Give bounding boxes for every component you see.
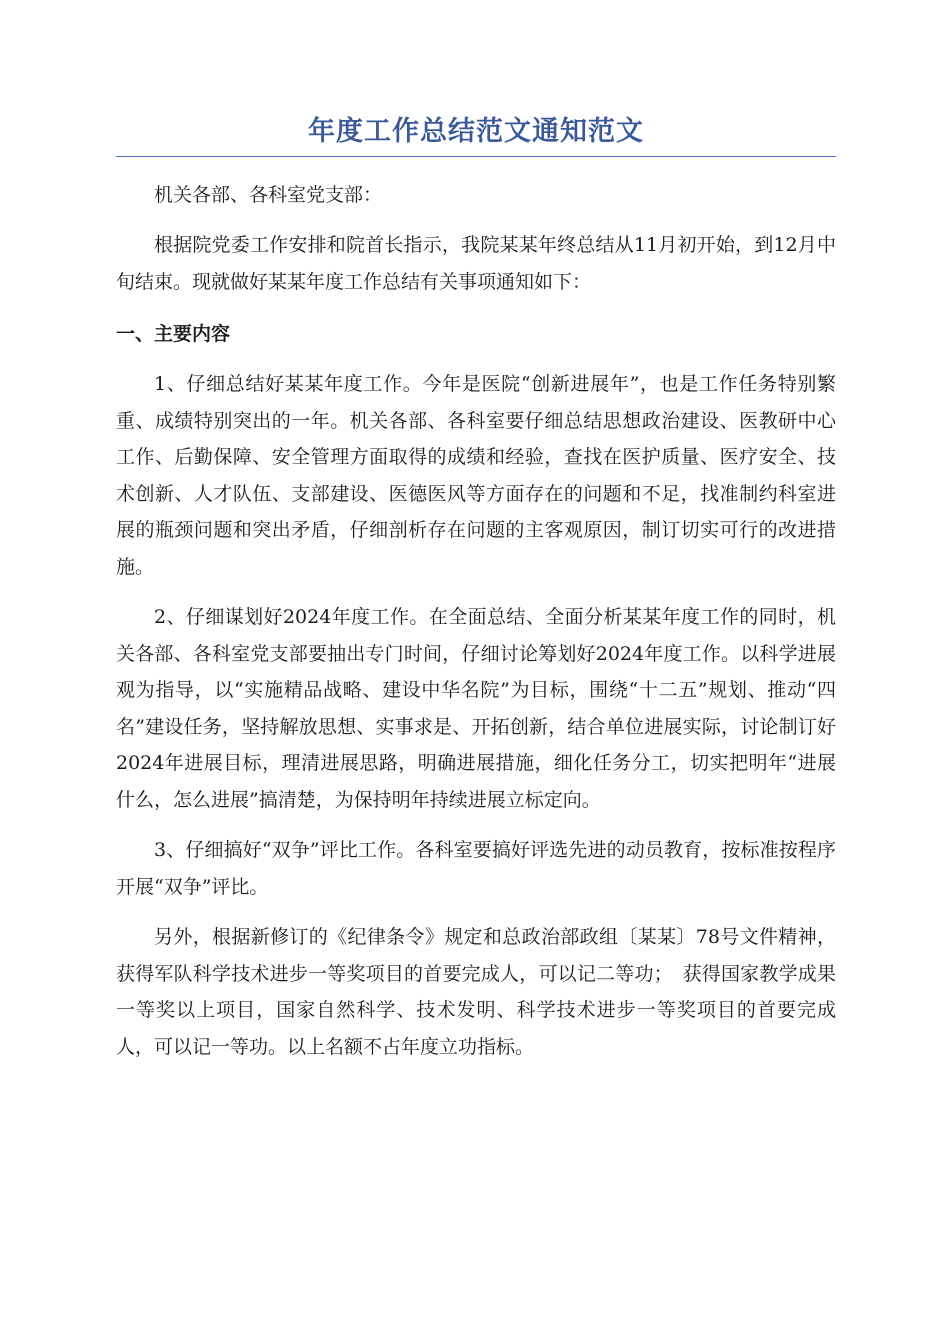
- document-title: 年度工作总结范文通知范文: [116, 110, 836, 157]
- document-page: [116, 110, 836, 1065]
- section-heading-main-content: 一、主要内容: [116, 323, 231, 345]
- paragraph-additional: 另外，根据新修订的《纪律条令》规定和总政治部政组〔某某〕78号文件精神，获得军队科学技术进步一等奖项目的首要完成人，可以记二等功； 获得国家教学成果一等奖以上项目，国家自然科学、技术发明、科学技术进步一等奖项目的首要完成人，可以记一等功。以上名额不占年度立功指标。: [116, 926, 836, 1058]
- salutation: 机关各部、各科室党支部：: [154, 184, 383, 206]
- paragraph-item-2: 2、仔细谋划好2024年度工作。在全面总结、全面分析某某年度工作的同时，机关各部、各科室党支部要抽出专门时间，仔细讨论筹划好2024年度工作。以科学进展观为指导，以“实施精品战略、建设中华名院”为目标，围绕“十二五”规划、推动“四名”建设任务，坚持解放思想、实事求是、开拓创新，结合单位进展实际，讨论制订好2024年进展目标，理清进展思路，明确进展措施，细化任务分工，切实把明年“进展什么，怎么进展”搞清楚，为保持明年持续进展立标定向。: [116, 606, 836, 811]
- intro-paragraph: 根据院党委工作安排和院首长指示，我院某某年终总结从11月初开始，到12月中旬结束。现就做好某某年度工作总结有关事项通知如下：: [116, 234, 836, 293]
- paragraph-item-3: 3、仔细搞好“双争”评比工作。各科室要搞好评选先进的动员教育，按标准按程序开展“双争”评比。: [116, 839, 836, 898]
- paragraph-item-1: 1、仔细总结好某某年度工作。今年是医院“创新进展年”，也是工作任务特别繁重、成绩特别突出的一年。机关各部、各科室要仔细总结思想政治建设、医教研中心工作、后勤保障、安全管理方面取得的成绩和经验，查找在医护质量、医疗安全、技术创新、人才队伍、支部建设、医德医风等方面存在的问题和不足，找准制约科室进展的瓶颈问题和突出矛盾，仔细剖析存在问题的主客观原因，制订切实可行的改进措施。: [116, 373, 836, 578]
